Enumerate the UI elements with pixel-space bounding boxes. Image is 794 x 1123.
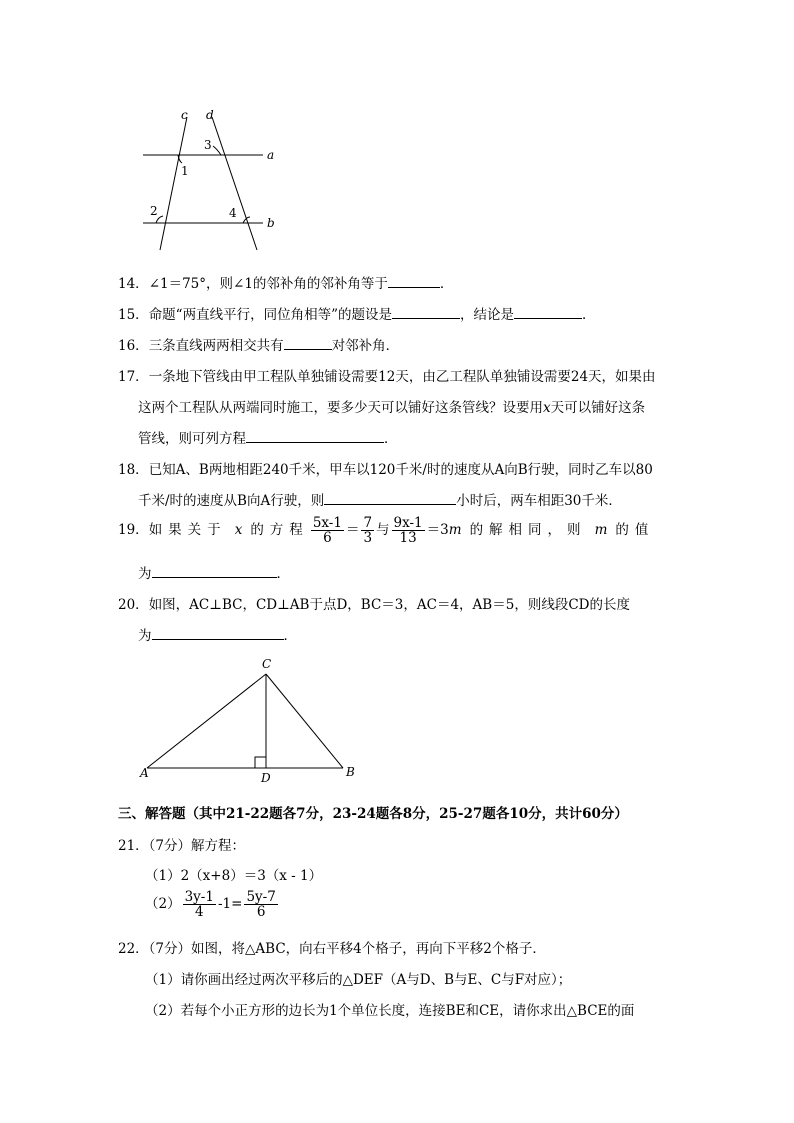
question-18-line-2: 千米/时的速度从B向A行驶，则 小时后，两车相距30千米．	[138, 493, 622, 509]
question-21-part-2: （2） $\frac{3y-1}{4}$ -1= $\frac{5y-7}{6}$	[145, 889, 276, 921]
right-angle-mark	[255, 757, 266, 768]
fraction: $\frac{5x-1}{6}$	[312, 515, 342, 547]
question-19: 19．如果关于 x 的方程 $\frac{5x-1}{6}$ ＝ $\frac{7}{3}$ 与 $\frac{9x-1}{13}$ ＝3m 的解相同，则 m 的值	[118, 515, 655, 547]
question-17-line-2: 这两个工程队从两端同时施工，要多少天可以铺好这条管线？设要用x天可以铺好这条	[138, 400, 646, 416]
answer-blank[interactable]	[388, 275, 440, 288]
side-bc	[266, 674, 343, 768]
question-18: 18．已知A、B两地相距240千米，甲车以120千米/时的速度从A向B行驶，同时乙车以80	[118, 462, 653, 478]
answer-blank[interactable]	[284, 337, 332, 350]
section-heading: 三、解答题（其中21-22题各7分，23-24题各8分，25-27题各10分，共计60分）	[118, 806, 628, 822]
label-angle-4: 4	[229, 206, 237, 220]
line-d	[212, 117, 257, 250]
label-angle-2: 2	[150, 204, 158, 218]
answer-blank[interactable]	[324, 492, 456, 505]
label-b: b	[267, 216, 275, 230]
question-19-line-2: 为 ．	[138, 566, 290, 582]
question-16: 16．三条直线两两相交共有 对邻补角．	[118, 338, 400, 354]
label-a: a	[267, 148, 275, 162]
angle-3-arc	[213, 146, 221, 155]
parallel-lines-figure	[135, 105, 285, 255]
label-A: A	[140, 766, 149, 780]
question-22: 22．（7分）如图，将△ABC，向右平移4个格子，再向下平移2个格子．	[118, 941, 546, 957]
label-D: D	[261, 771, 271, 785]
question-17: 17．一条地下管线由甲工程队单独铺设需要12天，由乙工程队单独铺设需要24天，如果由	[118, 369, 656, 385]
answer-blank[interactable]	[392, 306, 460, 319]
question-22-part-1: （1）请你画出经过两次平移后的△DEF（A与D、B与E、C与F对应）；	[145, 972, 572, 988]
answer-blank[interactable]	[152, 565, 277, 578]
label-c: c	[181, 108, 188, 122]
question-14: 14．∠1＝75°，则∠1的邻补角的邻补角等于 ．	[118, 276, 454, 292]
answer-blank[interactable]	[246, 430, 384, 443]
question-17-line-3: 管线，则可列方程 ．	[138, 431, 398, 447]
label-angle-1: 1	[181, 164, 189, 178]
question-21: 21．（7分）解方程：	[118, 838, 246, 854]
fraction: $\frac{7}{3}$	[363, 515, 373, 547]
angle-1-arc	[178, 155, 182, 163]
triangle-figure	[135, 652, 365, 787]
question-15: 15．命题“两直线平行，同位角相等”的题设是 ，结论是 ．	[118, 307, 596, 323]
answer-blank[interactable]	[514, 306, 582, 319]
fraction: $\frac{3y-1}{4}$	[184, 889, 214, 921]
side-ac	[147, 674, 266, 768]
fraction: $\frac{5y-7}{6}$	[246, 889, 276, 921]
label-angle-3: 3	[204, 138, 212, 152]
label-B: B	[346, 765, 355, 779]
question-22-part-2: （2）若每个小正方形的边长为1个单位长度，连接BE和CE，请你求出△BCE的面	[145, 1003, 635, 1019]
answer-blank[interactable]	[152, 627, 284, 640]
question-20-line-2: 为 ．	[138, 628, 297, 644]
question-20: 20．如图，AC⊥BC，CD⊥AB于点D，BC＝3，AC＝4，AB＝5，则线段CD的长度	[118, 597, 630, 613]
question-21-part-1: （1）2（x+8）＝3（x - 1）	[145, 868, 323, 884]
fraction: $\frac{9x-1}{13}$	[393, 515, 423, 547]
label-d: d	[206, 108, 214, 122]
line-c	[160, 117, 187, 250]
label-C: C	[262, 657, 272, 671]
